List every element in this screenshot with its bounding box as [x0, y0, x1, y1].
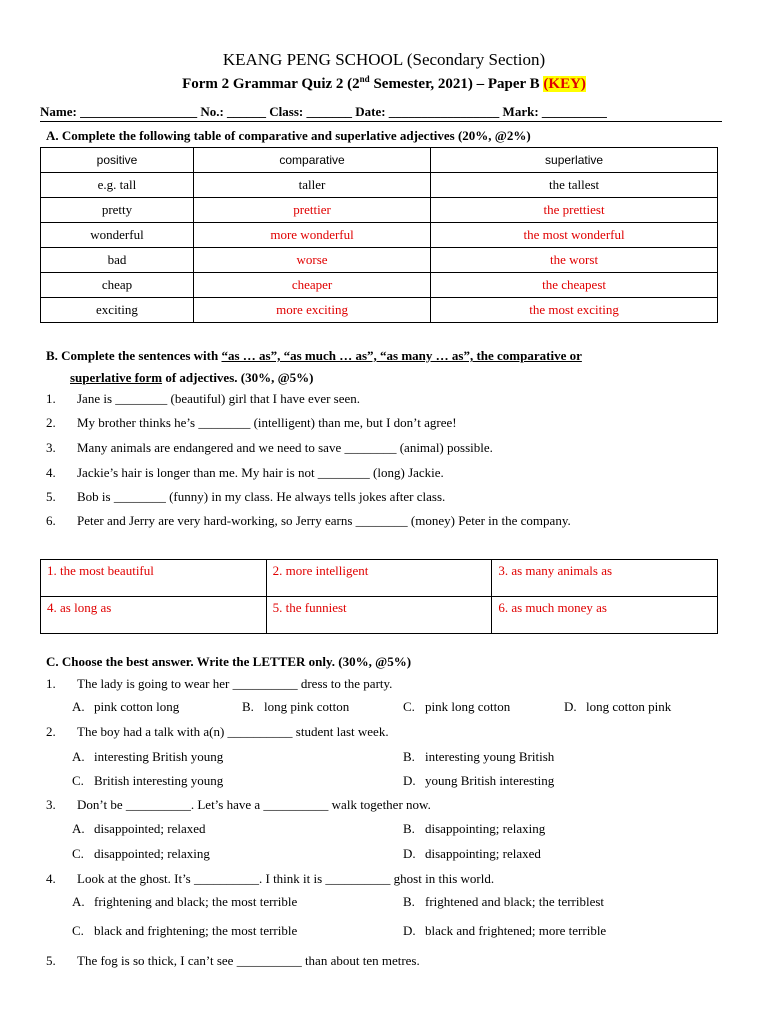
question-number: 1. — [46, 391, 56, 406]
table-row — [41, 248, 718, 273]
option-text: pink long cotton — [425, 699, 511, 714]
section-b-heading-b: “as … as”, “as much … as”, “as many … as”, the comparative or — [221, 348, 582, 363]
superlative-answer: the cheapest — [431, 273, 718, 298]
superlative-cell: the tallest — [431, 173, 718, 198]
table-row — [41, 298, 718, 323]
question-c4 — [46, 871, 494, 887]
question-text: Jackie’s hair is longer than me. My hair is not ________ (long) Jackie. — [77, 465, 444, 480]
option-a — [72, 821, 206, 837]
question-number: 3. — [46, 797, 56, 812]
positive-cell: wonderful — [41, 223, 194, 248]
question-text: Look at the ghost. It’s __________. I think it is __________ ghost in this world. — [77, 871, 495, 886]
option-letter: D. — [403, 846, 416, 861]
option-letter: B. — [403, 894, 415, 909]
table-header-row — [41, 148, 718, 173]
option-text: disappointing; relaxing — [425, 821, 546, 836]
option-text: interesting British young — [94, 749, 224, 764]
option-b — [403, 749, 554, 765]
positive-cell: e.g. tall — [41, 173, 194, 198]
option-c — [403, 699, 510, 715]
option-c — [72, 846, 210, 862]
section-b-heading-c: superlative form — [70, 370, 163, 385]
answer-cell: 6. as much money as — [492, 597, 718, 634]
option-letter: A. — [72, 749, 85, 764]
option-b — [242, 699, 349, 715]
comparative-answer: cheaper — [193, 273, 430, 298]
question-number: 4. — [46, 871, 56, 886]
school-title: KEANG PENG SCHOOL (Secondary Section) — [222, 50, 546, 69]
comparative-answer: prettier — [193, 198, 430, 223]
option-c — [72, 923, 297, 939]
section-b-heading-line2 — [70, 370, 314, 386]
comparative-answer: more wonderful — [193, 223, 430, 248]
option-b — [403, 821, 545, 837]
info-underline — [40, 121, 722, 122]
option-text: disappointed; relaxing — [94, 846, 210, 861]
option-letter: D. — [403, 773, 416, 788]
question-text: Many animals are endangered and we need to save ________ (animal) possible. — [77, 440, 493, 455]
positive-cell: bad — [41, 248, 194, 273]
question-number: 6. — [46, 513, 56, 528]
option-text: pink cotton long — [94, 699, 180, 714]
comparative-cell: taller — [193, 173, 430, 198]
column-header: comparative — [193, 148, 430, 173]
subtitle-ordinal: nd — [359, 74, 370, 84]
option-d — [403, 923, 606, 939]
question-number: 1. — [46, 676, 56, 691]
question-text: Jane is ________ (beautiful) girl that I have ever seen. — [77, 391, 361, 406]
subtitle-text-a: Form 2 Grammar Quiz 2 (2 — [182, 76, 360, 92]
option-letter: B. — [403, 749, 415, 764]
option-text: interesting young British — [425, 749, 555, 764]
table-row — [41, 560, 718, 597]
option-c — [72, 773, 223, 789]
option-text: frightening and black; the most terrible — [94, 894, 298, 909]
option-d — [564, 699, 671, 715]
positive-cell: pretty — [41, 198, 194, 223]
comparative-answer: worse — [193, 248, 430, 273]
question-c2 — [46, 724, 389, 740]
option-text: disappointed; relaxed — [94, 821, 206, 836]
option-text: frightened and black; the terriblest — [425, 894, 605, 909]
question-text: Peter and Jerry are very hard-working, so Jerry earns ________ (money) Peter in the company. — [77, 513, 571, 528]
question-c1 — [46, 676, 392, 692]
table-row — [41, 173, 718, 198]
student-info-line: Name: __________________ No.: ______ Class: _______ Date: _________________ Mark: __________ — [40, 104, 607, 119]
adjectives-table — [40, 147, 718, 323]
question-text: Bob is ________ (funny) in my class. He always tells jokes after class. — [77, 489, 446, 504]
section-b-heading-a: B. Complete the sentences with — [46, 348, 222, 363]
column-header: positive — [41, 148, 194, 173]
answer-cell: 3. as many animals as — [492, 560, 718, 597]
option-a — [72, 699, 179, 715]
section-b-heading — [46, 348, 582, 364]
option-a — [72, 749, 223, 765]
question-number: 2. — [46, 724, 56, 739]
question-b6 — [46, 513, 571, 529]
option-letter: C. — [72, 846, 84, 861]
option-letter: D. — [403, 923, 416, 938]
question-b5 — [46, 489, 445, 505]
answer-cell: 5. the funniest — [266, 597, 492, 634]
question-c3 — [46, 797, 431, 813]
question-text: Don’t be __________. Let’s have a __________ walk together now. — [77, 797, 431, 812]
table-row — [41, 597, 718, 634]
option-letter: A. — [72, 821, 85, 836]
option-text: black and frightened; more terrible — [425, 923, 607, 938]
superlative-answer: the worst — [431, 248, 718, 273]
question-text: The boy had a talk with a(n) __________ student last week. — [77, 724, 389, 739]
answer-cell: 2. more intelligent — [266, 560, 492, 597]
question-number: 5. — [46, 953, 56, 968]
question-number: 4. — [46, 465, 56, 480]
option-text: black and frightening; the most terrible — [94, 923, 298, 938]
option-text: long cotton pink — [586, 699, 672, 714]
option-letter: C. — [72, 923, 84, 938]
question-text: My brother thinks he’s ________ (intelligent) than me, but I don’t agree! — [77, 415, 457, 430]
question-c5 — [46, 953, 420, 969]
superlative-answer: the prettiest — [431, 198, 718, 223]
option-letter: A. — [72, 894, 85, 909]
option-b — [403, 894, 604, 910]
option-letter: B. — [403, 821, 415, 836]
quiz-subtitle — [0, 74, 768, 93]
question-number: 2. — [46, 415, 56, 430]
comparative-answer: more exciting — [193, 298, 430, 323]
option-letter: B. — [242, 699, 254, 714]
section-a-heading: A. Complete the following table of comparative and superlative adjectives (20%, @2%) — [46, 128, 531, 143]
question-b2 — [46, 415, 457, 431]
option-letter: A. — [72, 699, 85, 714]
option-text: British interesting young — [94, 773, 224, 788]
question-b1 — [46, 391, 360, 407]
column-header: superlative — [431, 148, 718, 173]
option-d — [403, 773, 554, 789]
answer-cell: 4. as long as — [41, 597, 267, 634]
question-text: The fog is so thick, I can’t see __________ than about ten metres. — [77, 953, 420, 968]
option-text: disappointing; relaxed — [425, 846, 541, 861]
question-text: The lady is going to wear her __________ dress to the party. — [77, 676, 393, 691]
option-letter: C. — [72, 773, 84, 788]
question-b3 — [46, 440, 493, 456]
positive-cell: exciting — [41, 298, 194, 323]
option-text: young British interesting — [425, 773, 555, 788]
table-row — [41, 223, 718, 248]
question-b4 — [46, 465, 444, 481]
superlative-answer: the most wonderful — [431, 223, 718, 248]
section-c-heading: C. Choose the best answer. Write the LETTER only. (30%, @5%) — [46, 654, 412, 669]
key-badge: (KEY) — [543, 76, 586, 92]
superlative-answer: the most exciting — [431, 298, 718, 323]
table-row — [41, 198, 718, 223]
subtitle-text-b: Semester, 2021) – Paper B — [369, 76, 544, 92]
positive-cell: cheap — [41, 273, 194, 298]
question-number: 5. — [46, 489, 56, 504]
answer-cell: 1. the most beautiful — [41, 560, 267, 597]
table-row — [41, 273, 718, 298]
question-number: 3. — [46, 440, 56, 455]
option-letter: D. — [564, 699, 577, 714]
answer-key-table — [40, 559, 718, 634]
option-text: long pink cotton — [264, 699, 350, 714]
option-a — [72, 894, 297, 910]
option-letter: C. — [403, 699, 415, 714]
section-b-heading-d: of adjectives. (30%, @5%) — [162, 370, 314, 385]
option-d — [403, 846, 541, 862]
